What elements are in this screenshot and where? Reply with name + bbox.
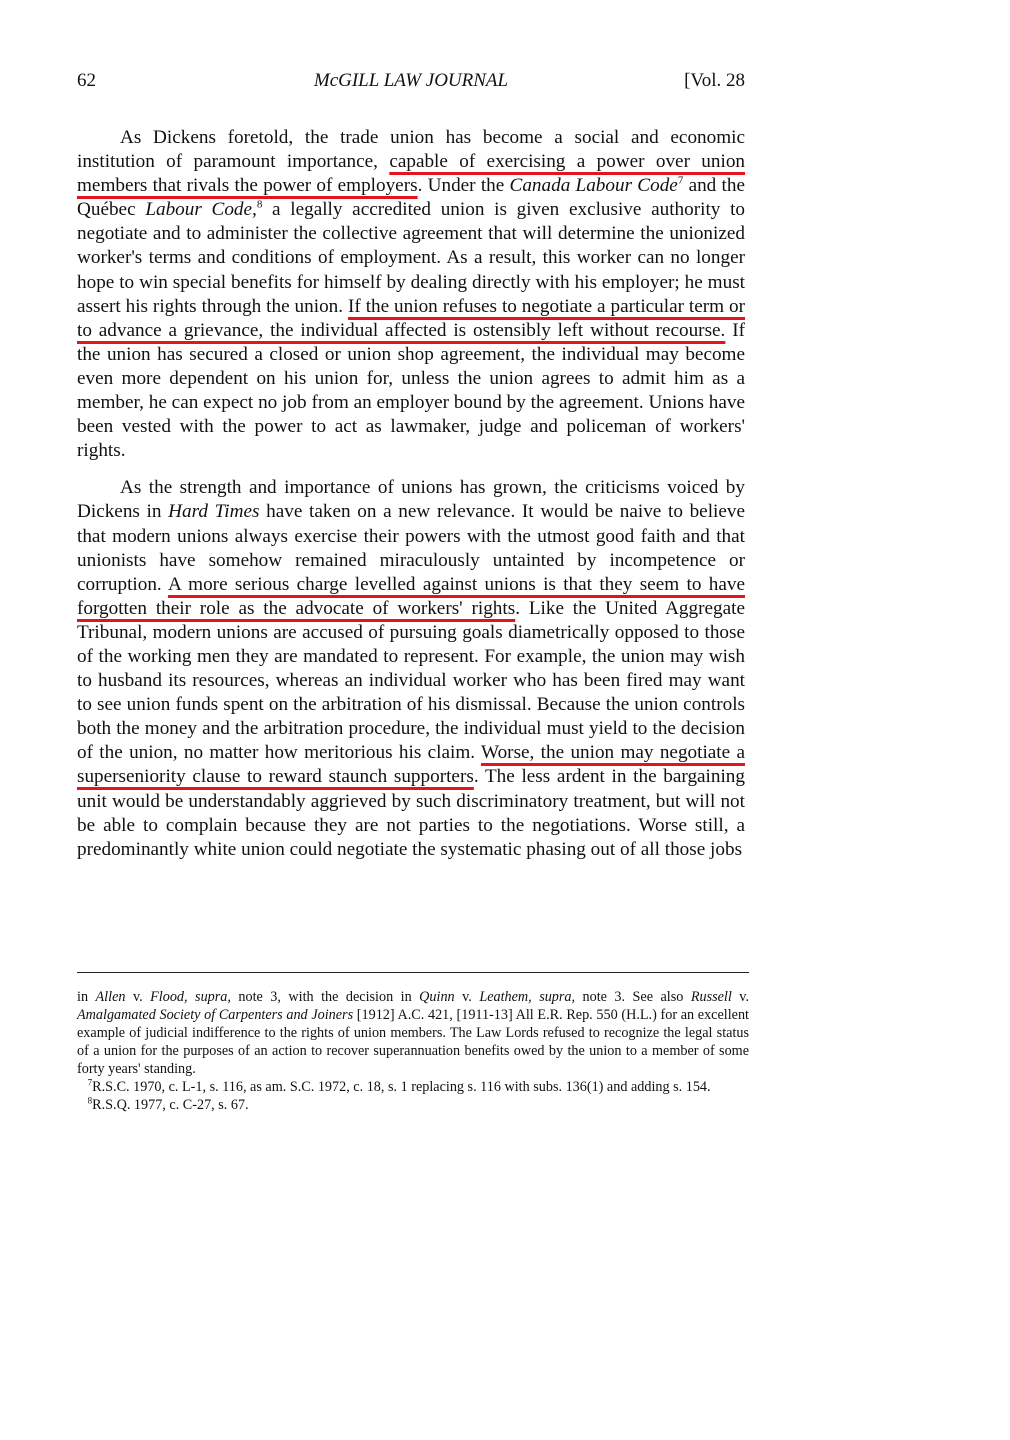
paragraph-2: [77, 476, 745, 862]
italic-case: Leathem, supra,: [479, 989, 576, 1005]
footnote-text: R.S.C. 1970, c. L-1, s. 116, as am. S.C. 1972, c. 18, s. 1 replacing s. 116 with subs. 136(1) and adding s. 154.: [92, 1079, 711, 1095]
italic-title: Hard Times: [168, 501, 260, 523]
footnote-text: R.S.Q. 1977, c. C-27, s. 67.: [92, 1097, 249, 1113]
body-text: [77, 126, 745, 875]
text-run: If the union has secured a closed or union shop agreement, the individual may become even more dependent on his union for, unless the union agrees to admit him as a member, he can expect no job from an employer bound by the agreement. Unions have been vested with the power to act as lawmaker, judge and policeman of workers' rights.: [77, 319, 745, 462]
volume-label: [Vol. 28: [684, 70, 745, 91]
text-run: . Like the United Aggregate Tribunal, modern unions are accused of pursuing goals diametrically opposed to those of the working men they are mandated to represent. For example, the union may wish to husband its resources, whereas an individual worker who has been fired may want to see union funds spent on the arbitration of his dismissal. Because the union controls both the money and the arbitration procedure, the individual must yield to the decision of the union, no matter how meritorious his claim.: [77, 597, 745, 764]
text-run: . The less ardent in the bargaining unit would be understandably aggrieved by such discriminatory treatment, but will not be able to complain because they are not parties to the negotiations. Worse still, a predominantly white union could negotiate the systematic phasing out of all those jobs: [77, 766, 745, 860]
footnote-continuation: [77, 988, 749, 1078]
footnote-label: 8: [87, 1095, 93, 1106]
red-underlined-passage: If the union refuses to negotiate a particular term or to advance a grievance, the individual affected is ostensibly left without recourse.: [77, 295, 746, 341]
text-run: note 3, with the decision in: [230, 989, 420, 1005]
italic-case: Amalgamated Society of Carpenters and Joiners: [77, 1007, 354, 1023]
footnote-ref: 7: [677, 174, 684, 187]
footnote-ref: 8: [256, 198, 263, 211]
running-header: [77, 70, 745, 98]
italic-citation: Canada Labour Code: [509, 175, 678, 197]
page-number: 62: [77, 70, 96, 91]
text-run: v.: [731, 989, 750, 1005]
footnote-label: 7: [87, 1077, 93, 1088]
paragraph-1: [77, 126, 745, 463]
footnote-7: [77, 1078, 749, 1096]
red-underlined-passage: capable of exercising a power over union members that rivals the power of employers: [77, 151, 746, 197]
text-run: [1912] A.C. 421, [1911-13] All E.R. Rep. 550 (H.L.) for an excellent example of judicial indifference to the rights of union members. The Law Lords refused to recognize the legal status of a union for the purposes of an action to recover superannuation benefits owed by the union to a member of some forty years' standing.: [77, 1007, 749, 1077]
text-run: As Dickens foretold, the trade union has become a social and economic institution of paramount importance,: [77, 127, 745, 173]
text-run: v.: [125, 989, 151, 1005]
red-underlined-passage: A more serious charge levelled against unions is that they seem to have forgotten their role as the advocate of workers' rights: [77, 573, 745, 619]
red-underlined-passage: Worse, the union may negotiate a superseniority clause to reward staunch supporters: [77, 742, 745, 788]
text-run: v.: [454, 989, 480, 1005]
italic-case: Russell: [690, 989, 732, 1005]
text-run: As the strength and importance of unions has grown, the criticisms voiced by Dickens in: [77, 477, 745, 523]
italic-case: Allen: [95, 989, 126, 1005]
italic-case: Flood, supra,: [150, 989, 231, 1005]
footnote-8: [77, 1096, 749, 1114]
italic-citation: Labour Code,: [145, 199, 257, 221]
text-run: in: [77, 989, 96, 1005]
text-run: note 3. See also: [575, 989, 691, 1005]
text-run: and the Québec: [77, 175, 745, 221]
text-run: have taken on a new relevance. It would be naive to believe that modern unions always exercise their powers with the utmost good faith and that unionists have somehow remained miraculously untainted by incompetence or corruption.: [77, 501, 745, 595]
footnotes: [77, 988, 749, 1114]
italic-case: Quinn: [419, 989, 455, 1005]
text-run: a legally accredited union is given exclusive authority to negotiate and to administer the collective agreement that will determine the unionized worker's terms and conditions of employment. As a result, this worker can no longer hope to win special benefits for himself by dealing directly with his employer; he must assert his rights through the union.: [77, 199, 746, 317]
text-run: . Under the: [417, 175, 510, 197]
journal-title: McGILL LAW JOURNAL: [313, 70, 509, 91]
footnote-divider: [77, 972, 749, 973]
